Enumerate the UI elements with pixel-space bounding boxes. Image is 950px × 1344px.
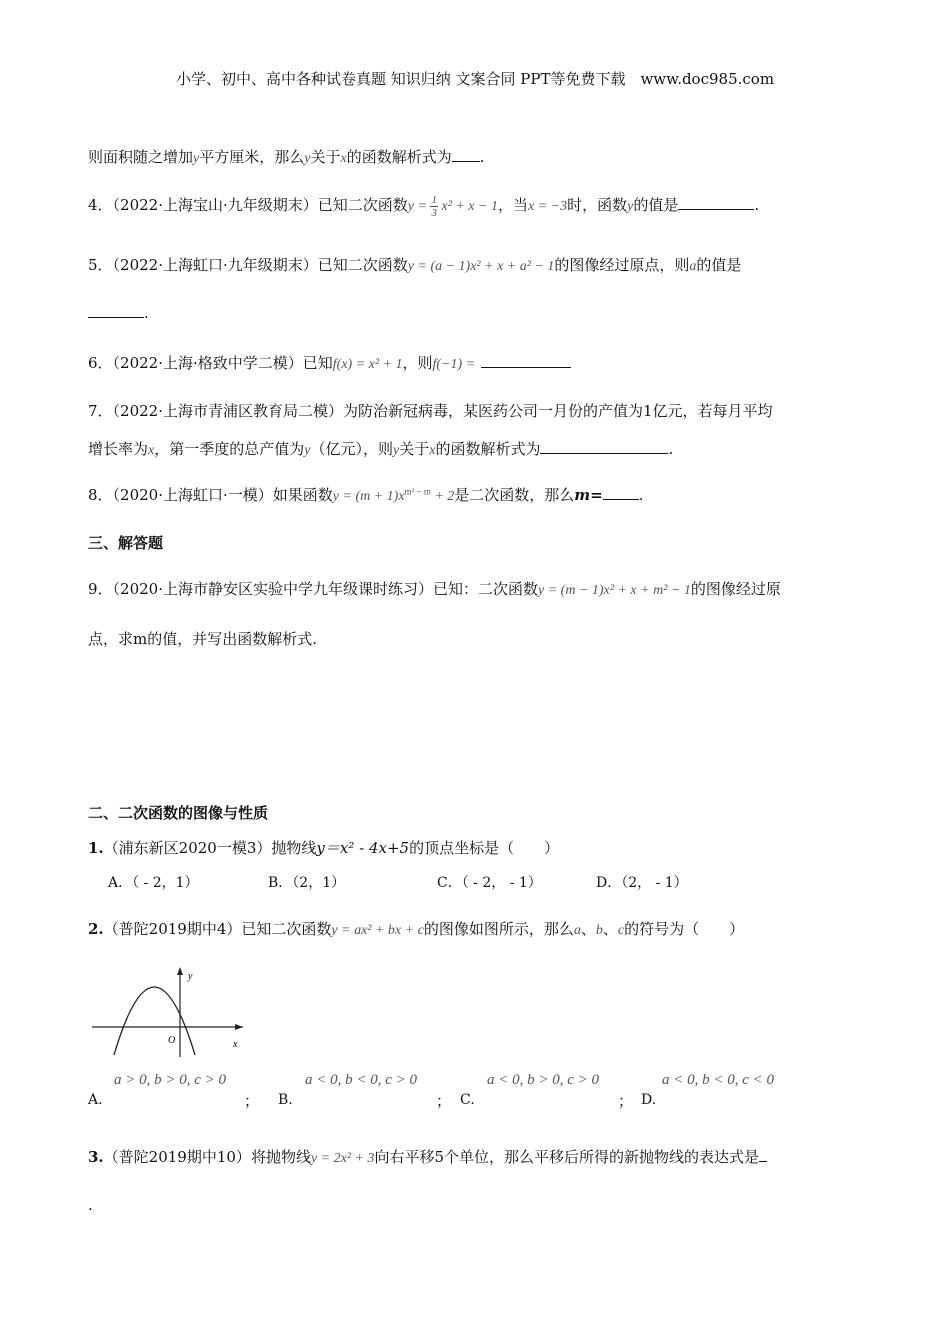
formula: f(−1) = <box>432 357 476 372</box>
question-number: 7． <box>88 402 113 420</box>
text: 已知 <box>302 354 333 372</box>
option-separator: ； <box>436 1092 452 1110</box>
answer-blank[interactable] <box>452 148 480 162</box>
answer-blank[interactable] <box>540 440 668 454</box>
text: 已知二次函数 <box>317 256 408 274</box>
problem-3-end: . <box>88 1196 93 1214</box>
page-header: 小学、初中、高中各种试卷真题 知识归纳 文案合同 PPT等免费下载 www.doc985.com <box>175 70 775 88</box>
var-y: y <box>193 151 200 166</box>
question-number: 2. <box>88 920 104 938</box>
option-a-expr[interactable]: a > 0, b > 0, c > 0 <box>114 1072 227 1088</box>
option-b-label[interactable]: B. <box>278 1092 293 1108</box>
text: 向右平移5个单位，那么平移后所得的新抛物线的表达式是 <box>374 1148 760 1166</box>
condition: x = −3 <box>528 199 568 214</box>
text: . <box>668 440 674 458</box>
option-c[interactable]: C．（ - 2， - 1） <box>437 875 542 891</box>
option-d[interactable]: D．（2， - 1） <box>596 875 688 891</box>
text: 将抛物线 <box>250 1148 311 1166</box>
text: 关于 <box>310 148 341 166</box>
answer-blank[interactable] <box>481 354 571 368</box>
question-5 <box>88 254 741 275</box>
text: 的值是 <box>696 256 742 274</box>
var-b: b <box>595 923 603 938</box>
fraction: $\frac{1}{3}$ <box>431 194 437 220</box>
var-x: x <box>340 151 347 166</box>
question-number: 1. <box>88 839 104 857</box>
answer-blank[interactable] <box>678 196 754 210</box>
text: 的图像如图所示，那么 <box>423 920 574 938</box>
option-separator: ； <box>618 1092 634 1110</box>
text: 的符号为（ ） <box>624 920 745 938</box>
var-c: c <box>617 923 625 938</box>
question-source: （2022·上海宝山·九年级期末） <box>112 196 318 214</box>
var-x: x <box>148 443 155 458</box>
formula: y = (m − 1)x² + x + m² − 1 <box>538 583 691 598</box>
problem-2 <box>88 918 744 939</box>
text: 则面积随之增加 <box>88 148 194 166</box>
var-y: y <box>304 151 311 166</box>
question-source: （普陀2019期中10） <box>103 1148 251 1166</box>
text: . <box>638 486 644 504</box>
option-b[interactable]: B．（2，1） <box>268 875 346 891</box>
y-axis-label: y <box>188 971 193 982</box>
m-label: m= <box>574 486 603 504</box>
answer-blank[interactable] <box>88 304 144 318</box>
question-number: 8． <box>88 486 113 504</box>
question-6 <box>88 352 571 373</box>
formula: y = (a − 1)x² + x + a² − 1 <box>407 259 555 274</box>
text: ，当 <box>497 196 528 214</box>
question-source: （浦东新区2020一模3） <box>103 839 272 857</box>
formula: f(x) = x² + 1 <box>332 357 403 372</box>
formula: y = 2x² + 3 <box>310 1151 375 1166</box>
text: 为防治新冠病毒，某医药公司一月份的产值为1亿元，若每月平均 <box>343 402 773 420</box>
y-axis-arrow <box>177 967 183 975</box>
var-y: y <box>627 199 634 214</box>
question-9 <box>88 578 781 599</box>
continued-question-line <box>88 146 485 167</box>
text: . <box>754 196 760 214</box>
text: 抛物线 <box>271 839 317 857</box>
question-source: （2020·上海虹口·一模） <box>112 486 273 504</box>
x-axis-arrow <box>235 1024 243 1030</box>
problem-3 <box>88 1146 767 1167</box>
text: ，第一季度的总产值为 <box>154 440 305 458</box>
question-source: （2020·上海市静安区实验中学九年级课时练习） <box>112 580 433 598</box>
question-9-line-2: 点，求m的值，并写出函数解析式. <box>88 630 317 648</box>
text: 平方厘米，那么 <box>199 148 305 166</box>
text: ，则 <box>402 354 433 372</box>
text: 如果函数 <box>272 486 333 504</box>
text: 是二次函数，那么 <box>454 486 575 504</box>
text: 已知二次函数 <box>317 196 408 214</box>
question-number: 5． <box>88 256 113 274</box>
text: 已知：二次函数 <box>433 580 539 598</box>
var-a: a <box>573 923 581 938</box>
text: 的图像经过原点，则 <box>554 256 690 274</box>
formula: y = $\frac{1}{3}$ x² + x − 1 <box>407 194 498 220</box>
question-number: 4． <box>88 196 113 214</box>
text: . <box>144 304 149 322</box>
option-d-expr[interactable]: a < 0, b < 0, c < 0 <box>662 1072 775 1088</box>
text: . <box>479 148 485 166</box>
question-source: （2022·上海·格致中学二模） <box>112 354 303 372</box>
formula: y＝x² - 4x+5 <box>316 839 410 857</box>
question-7-line-2 <box>88 438 673 459</box>
var-x: x <box>429 443 436 458</box>
var-y: y <box>304 443 311 458</box>
question-4 <box>88 194 759 219</box>
problem-1 <box>88 837 559 858</box>
formula: y = ax² + bx + c <box>331 923 424 938</box>
option-a-label[interactable]: A. <box>88 1092 103 1108</box>
text: 的图像经过原 <box>690 580 781 598</box>
question-number: 9． <box>88 580 113 598</box>
option-a[interactable]: A．（ - 2，1） <box>108 875 199 891</box>
question-source: （2022·上海市青浦区教育局二模） <box>112 402 343 420</box>
question-7 <box>88 400 773 421</box>
text: 、 <box>602 920 618 938</box>
origin-label: O <box>168 1035 176 1046</box>
option-b-expr[interactable]: a < 0, b < 0, c > 0 <box>305 1072 418 1088</box>
answer-blank[interactable] <box>603 486 639 500</box>
text: 关于 <box>399 440 430 458</box>
question-source: （2022·上海虹口·九年级期末） <box>112 256 318 274</box>
text: （亿元），则 <box>310 440 393 458</box>
section-title: 二、二次函数的图像与性质 <box>88 804 269 822</box>
section-title: 三、解答题 <box>88 534 164 552</box>
var-y: y <box>392 443 400 458</box>
text: 已知二次函数 <box>241 920 332 938</box>
text: 的函数解析式为 <box>346 148 452 166</box>
x-axis-label: x <box>233 1039 238 1050</box>
question-5-answer-line <box>88 304 149 322</box>
parabola-curve <box>114 987 195 1055</box>
question-8 <box>88 484 644 505</box>
option-c-label[interactable]: C. <box>460 1092 475 1108</box>
text: 的值是 <box>633 196 679 214</box>
parabola-graph <box>88 965 263 1060</box>
question-source: （普陀2019期中4） <box>103 920 242 938</box>
formula: $y = (m + 1)x^{m^2 - m} + 2$ <box>332 486 455 504</box>
answer-blank[interactable] <box>759 1148 767 1162</box>
text: 、 <box>580 920 596 938</box>
option-separator: ； <box>244 1092 260 1110</box>
var-a: a <box>689 259 697 274</box>
text: 增长率为 <box>88 440 149 458</box>
text: 的函数解析式为 <box>435 440 541 458</box>
question-number: 6． <box>88 354 113 372</box>
option-d-label[interactable]: D. <box>641 1092 657 1108</box>
question-number: 3. <box>88 1148 104 1166</box>
option-c-expr[interactable]: a < 0, b > 0, c > 0 <box>487 1072 600 1088</box>
text: 时，函数 <box>567 196 628 214</box>
text: 的顶点坐标是（ ） <box>409 839 560 857</box>
